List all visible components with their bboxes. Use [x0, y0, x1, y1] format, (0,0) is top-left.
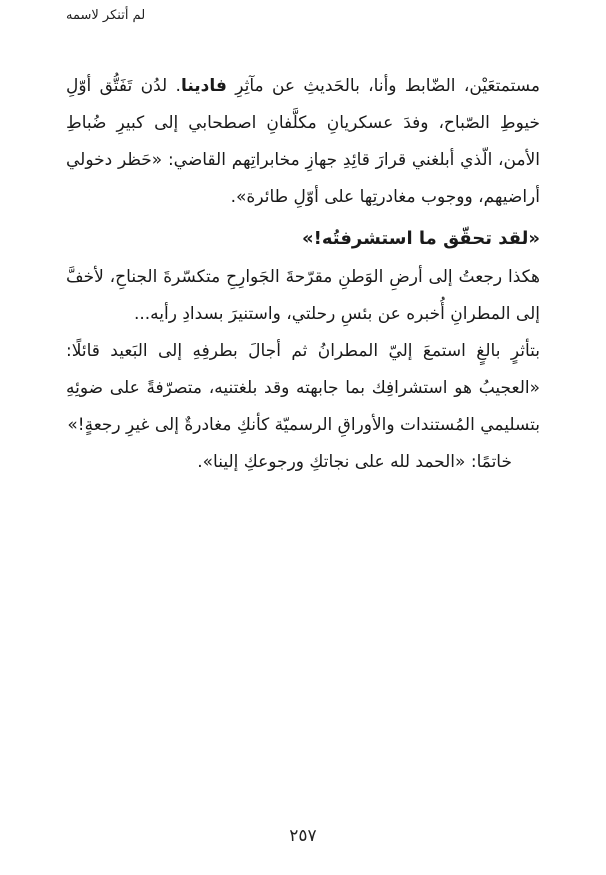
running-head: لم أتنكر لاسمه	[66, 8, 146, 23]
section-heading: «لقد تحقّق ما استشرفتُه!»	[302, 228, 540, 249]
body-text	[66, 68, 540, 481]
paragraph-4: خاتمًا: «الحمد لله على نجاتكِ ورجوعكِ إلينا».	[197, 452, 512, 472]
page-number: ٢٥٧	[289, 826, 317, 846]
paragraph-1-emphasis: فادينا	[180, 76, 227, 96]
paragraph-2: هكذا رجعتُ إلى أرضِ الوَطنِ مقرّحةَ الجَوارِحِ متكسّرةَ الجناحِ، لأخفَّ إلى المطرانِ أُخبره عن بئسِ رحلتي، واستنيرَ بسدادِ رأيه...	[66, 267, 540, 324]
paragraph-3: بتأثرٍ بالغٍ استمعَ إليّ المطرانُ ثم أجالَ بطرفِهِ إلى البَعيد قائلًا: «العجيبُ هو استشرافِك بما جابهته وقد بلغتنيه، متصرّفةً على ضوئِهِ بتسليمي المُستندات والأوراقِ الرسميّة كأنكِ مغادرةٌ إلى غيرِ رجعةٍ!»	[66, 341, 540, 435]
paragraph-1	[66, 68, 540, 216]
paragraph-1-start: مستمتعَيْن، الضّابط وأنا، بالحَديثِ عن مآثِرِ	[226, 76, 540, 96]
paragraph-1-rest: . لدُن تَفَتُّق أوّلِ خيوطِ الصّباح، وفدَ عسكريانِ مكلَّفانِ اصطحابي إلى كبيرِ ضُباطِ الأمن، الّذي أبلغني قرارَ قائِدِ جهازِ مخابراتِهم القاضي: «حَظر دخولي أراضيهم، ووجوب مغادرتِها على أوّلِ طائرة».	[66, 76, 540, 207]
